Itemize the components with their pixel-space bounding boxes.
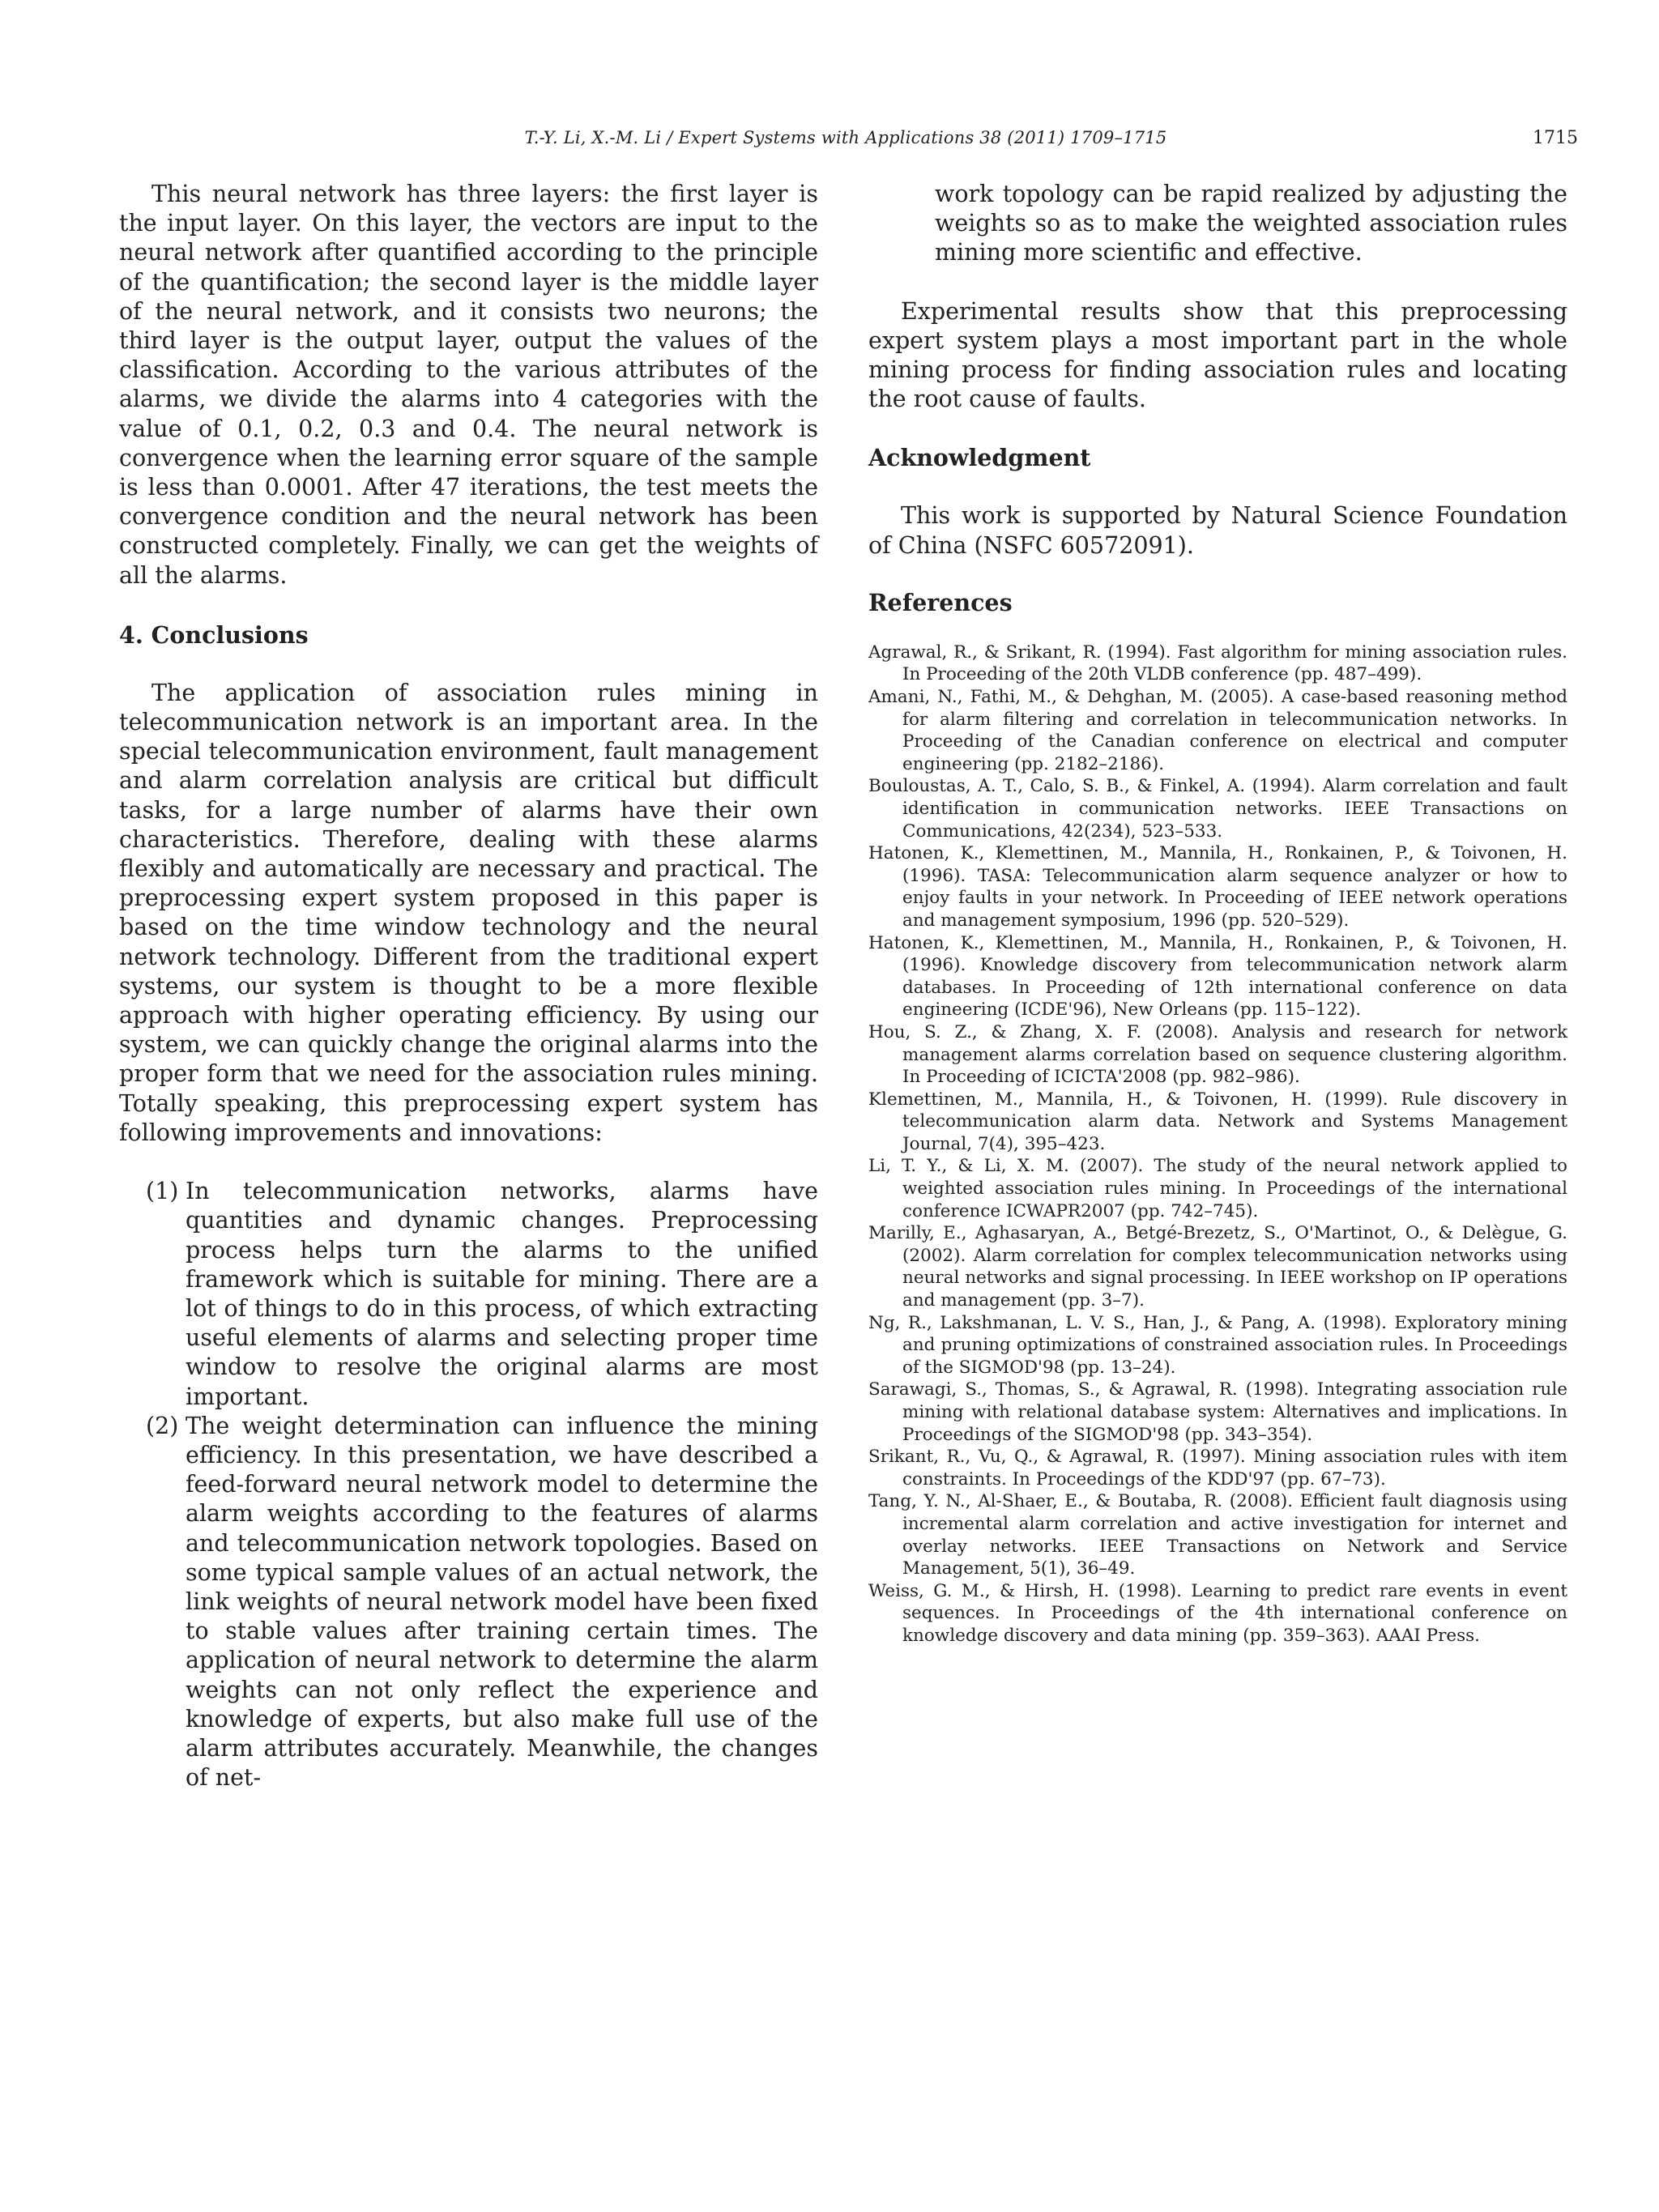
reference-item: Hatonen, K., Klemettinen, M., Mannila, H., Ronkainen, P., & Toivonen, H. (1996). Knowledge discovery from telecommunication network alarm databases. In Proceeding of 12th international conference on data engineering (ICDE'96), New Orleans (pp. 115–122).: [868, 932, 1567, 1021]
running-title: T.-Y. Li, X.-M. Li / Expert Systems with Applications 38 (2011) 1709–1715: [524, 128, 1167, 147]
reference-item: Hatonen, K., Klemettinen, M., Mannila, H., Ronkainen, P., & Toivonen, H. (1996). TASA: Telecommunication alarm sequence analyzer or how to enjoy faults in your network. In Proceeding of IEEE network operations and management symposium, 1996 (pp. 520–529).: [868, 843, 1567, 931]
conclusions-paragraph: The application of association rules mining in telecommunication network is an important area. In the special telecommunication environment, fault management and alarm correlation analysis are critical but difficult tasks, for a large number of alarms have their own characteristics. Therefore, dealing with these alarms flexibly and automatically are necessary and practical. The preprocessing expert system proposed in this paper is based on the time window technology and the neural network technology. Different from the traditional expert systems, our system is thought to be a more flexible approach with higher operating efficiency. By using our system, we can quickly change the original alarms into the proper form that we need for the association rules mining. Totally speaking, this preprocessing expert system has following improvements and innovations:: [119, 679, 818, 1146]
reference-item: Bouloustas, A. T., Calo, S. B., & Finkel, A. (1994). Alarm correlation and fault identification in communication networks. IEEE Transactions on Communications, 42(234), 523–533.: [868, 776, 1567, 842]
references-list: [868, 641, 1567, 1647]
reference-item: Marilly, E., Aghasaryan, A., Betgé-Brezetz, S., O'Martinot, O., & Delègue, G. (2002). Alarm correlation for complex telecommunication networks using neural networks and signal processing. In IEEE workshop on IP operations and management (pp. 3–7).: [868, 1223, 1567, 1311]
acknowledgment-paragraph: This work is supported by Natural Science Foundation of China (NSFC 60572091).: [868, 502, 1567, 559]
reference-item: Agrawal, R., & Srikant, R. (1994). Fast algorithm for mining association rules. In Proceeding of the 20th VLDB conference (pp. 487–499).: [868, 641, 1567, 685]
improvements-list: [119, 1177, 818, 1792]
page-number: 1715: [1533, 128, 1578, 148]
reference-item: Li, T. Y., & Li, X. M. (2007). The study of the neural network applied to weighted association rules mining. In Proceedings of the international conference ICWAPR2007 (pp. 742–745).: [868, 1156, 1567, 1221]
reference-item: Klemettinen, M., Mannila, H., & Toivonen, H. (1999). Rule discovery in telecommunication alarm data. Network and Systems Management Journal, 7(4), 395–423.: [868, 1089, 1567, 1154]
reference-item: Ng, R., Lakshmanan, L. V. S., Han, J., & Pang, A. (1998). Exploratory mining and pruning optimizations of constrained association rules. In Proceedings of the SIGMOD'98 (pp. 13–24).: [868, 1312, 1567, 1378]
results-paragraph: Experimental results show that this preprocessing expert system plays a most important part in the whole mining process for finding association rules and locating the root cause of faults.: [868, 297, 1567, 413]
page-header: [113, 128, 1578, 160]
reference-item: Hou, S. Z., & Zhang, X. F. (2008). Analysis and research for network management alarms correlation based on sequence clustering algorithm. In Proceeding of ICICTA'2008 (pp. 982–986).: [868, 1021, 1567, 1088]
acknowledgment-heading: Acknowledgment: [868, 444, 1091, 472]
list-continuation: work topology can be rapid realized by adjusting the weights so as to make the weighted association rules mining more scientific and effective.: [935, 181, 1567, 266]
list-item-number: (1): [146, 1178, 179, 1205]
left-column: [119, 180, 818, 1792]
list-item: [119, 1177, 818, 1412]
conclusions-heading: 4. Conclusions: [119, 620, 309, 649]
reference-item: Srikant, R., Vu, Q., & Agrawal, R. (1997). Mining association rules with item constraints. In Proceedings of the KDD'97 (pp. 67–73).: [868, 1447, 1567, 1490]
list-item: [119, 1412, 818, 1793]
references-heading: References: [868, 588, 1013, 616]
reference-item: Amani, N., Fathi, M., & Dehghan, M. (2005). A case-based reasoning method for alarm filtering and correlation in telecommunication networks. In Proceeding of the Canadian conference on electrical and computer engineering (pp. 2182–2186).: [868, 687, 1567, 774]
list-item-number: (2): [146, 1412, 179, 1439]
list-item-text: The weight determination can influence the mining efficiency. In this presentation, we have described a feed-forward neural network model to determine the alarm weights according to the features of alarms and telecommunication network topologies. Based on some typical sample values of an actual network, the link weights of neural network model have been fixed to stable values after training certain times. The application of neural network to determine the alarm weights can not only reflect the experience and knowledge of experts, but also make full use of the alarm attributes accurately. Meanwhile, the changes of net-: [186, 1412, 818, 1792]
right-column: [868, 180, 1567, 1647]
reference-item: Tang, Y. N., Al-Shaer, E., & Boutaba, R. (2008). Efficient fault diagnosis using incremental alarm correlation and active investigation for internet and overlay networks. IEEE Transactions on Network and Service Management, 5(1), 36–49.: [868, 1491, 1567, 1579]
intro-paragraph: This neural network has three layers: the first layer is the input layer. On this layer, the vectors are input to the neural network after quantified according to the principle of the quantification; the second layer is the middle layer of the neural network, and it consists two neurons; the third layer is the output layer, output the values of the classification. According to the various attributes of the alarms, we divide the alarms into 4 categories with the value of 0.1, 0.2, 0.3 and 0.4. The neural network is convergence when the learning error square of the sample is less than 0.0001. After 47 iterations, the test meets the convergence condition and the neural network has been constructed completely. Finally, we can get the weights of all the alarms.: [119, 181, 818, 589]
reference-item: Weiss, G. M., & Hirsh, H. (1998). Learning to predict rare events in event sequences. In Proceedings of the 4th international conference on knowledge discovery and data mining (pp. 359–363). AAAI Press.: [868, 1580, 1567, 1646]
list-item-text: In telecommunication networks, alarms have quantities and dynamic changes. Preprocessing process helps turn the alarms to the unified framework which is suitable for mining. There are a lot of things to do in this process, of which extracting useful elements of alarms and selecting proper time window to resolve the original alarms are most important.: [186, 1178, 818, 1410]
reference-item: Sarawagi, S., Thomas, S., & Agrawal, R. (1998). Integrating association rule mining with relational database system: Alternatives and implications. In Proceedings of the SIGMOD'98 (pp. 343–354).: [868, 1379, 1567, 1445]
